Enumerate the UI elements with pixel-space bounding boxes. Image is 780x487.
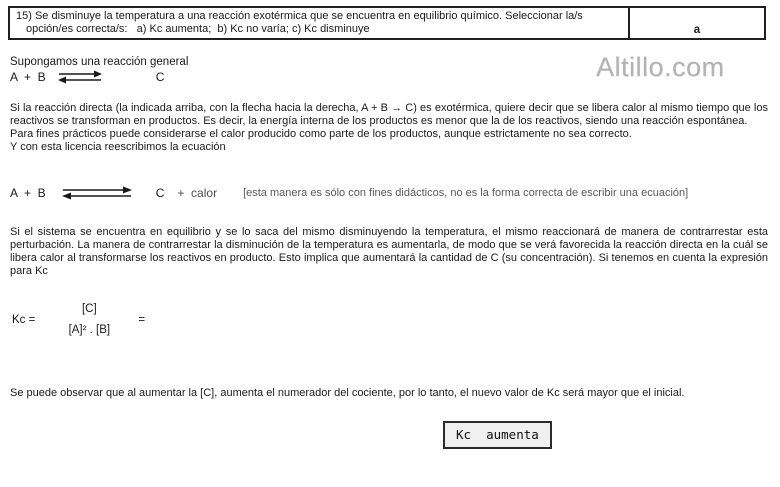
eq2-reactants: A + B	[10, 186, 46, 200]
paragraph-exothermic: Si la reacción directa (la indicada arriba, con la flecha hacia la derecha, A + B → C) es exotérmica, quiere decir que se libera calor al mismo tiempo que los reactivos se transforman en productos. Es decir, la energía interna de los productos es menor que la de los reactivos, siendo una reacción espontánea.	[10, 102, 768, 127]
equation-general	[10, 70, 164, 84]
kc-denominator: [A]² . [B]	[68, 324, 111, 336]
equation-rewritten	[10, 186, 688, 200]
didactic-note: [esta manera es sólo con fines didácticos, no es la forma correcta de escribir una ecuación]	[243, 187, 689, 199]
eq2-heat-term: + calor	[177, 186, 218, 200]
kc-fraction	[50, 303, 128, 336]
question-table	[8, 6, 766, 40]
kc-formula	[12, 303, 145, 336]
eq1-product: C	[155, 70, 165, 84]
question-line-1: 15) Se disminuye la temperatura a una reacción exotérmica que se encuentra en equilibrio químico. Seleccionar la/s	[16, 10, 583, 22]
question-line-2: opción/es correcta/s: a) Kc aumenta; b) Kc no varía; c) Kc disminuye	[26, 23, 370, 35]
explanation-block	[10, 102, 768, 154]
kc-equals-sign: =	[138, 313, 146, 326]
kc-lhs: Kc =	[12, 313, 36, 326]
paragraph-perturbation: Si el sistema se encuentra en equilibrio y se lo saca del mismo disminuyendo la temperatura, el mismo reaccionará de manera de contrarrestar esta perturbación. La manera de contrarrestar la disminución de la temperatura es aumentarla, de modo que se verá favorecida la reacción directa en la cuál se libera calor al transformarse los reactivos en producto. Esto implica que aumentará la cantidad de C (su concentración). Si tenemos en cuenta la expresión para Kc	[10, 226, 768, 277]
answer-box: Kc aumenta	[443, 421, 552, 449]
paragraph-practical: Para fines prácticos puede considerarse el calor producido como parte de los productos, aunque estrictamente no sea correcto.	[10, 128, 632, 140]
answer-key-cell: a	[693, 24, 701, 36]
paragraph-license: Y con esta licencia reescribimos la ecuación	[10, 141, 226, 153]
equilibrium-arrows-icon	[58, 70, 102, 84]
eq1-reactants: A + B	[10, 70, 46, 84]
equilibrium-arrows-icon	[62, 186, 132, 200]
eq2-product: C	[155, 186, 165, 200]
paragraph-conclusion: Se puede observar que al aumentar la [C], aumenta el numerador del cociente, por lo tanto, el nuevo valor de Kc será mayor que el inicial.	[10, 387, 685, 399]
intro-heading: Supongamos una reacción general	[10, 56, 189, 68]
kc-numerator: [C]	[81, 303, 97, 315]
watermark: Altillo.com	[596, 52, 725, 82]
question-cell	[10, 8, 630, 38]
